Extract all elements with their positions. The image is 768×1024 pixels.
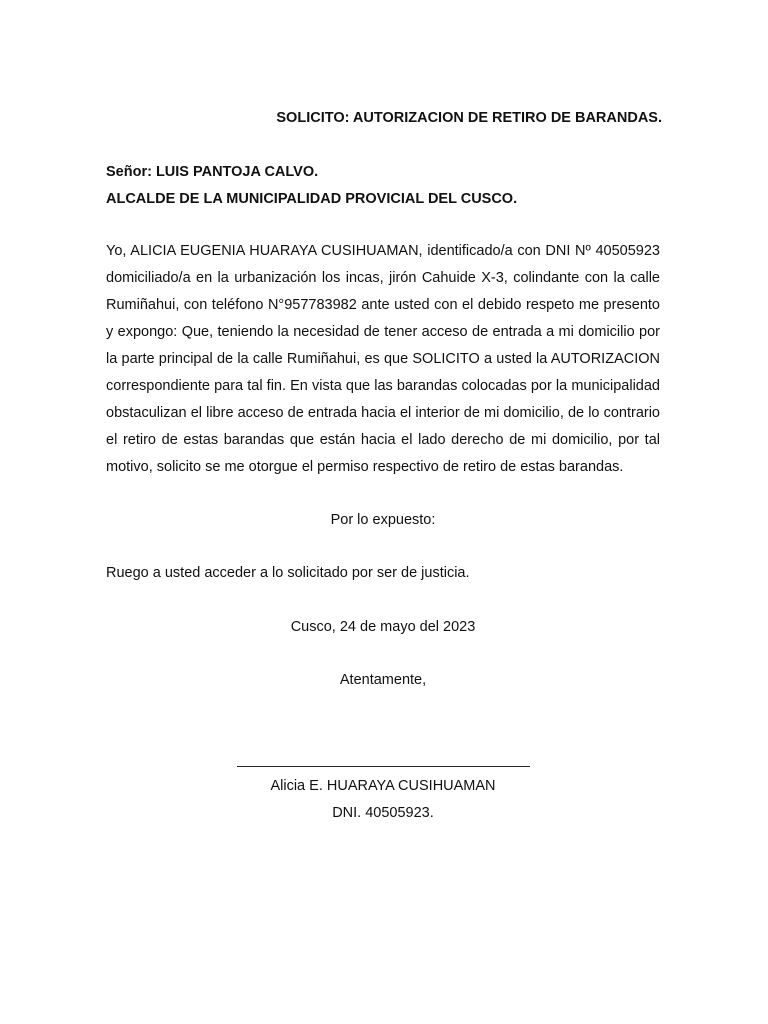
closing-intro: Por lo expuesto: [330, 512, 436, 528]
letter-subject: SOLICITO: AUTORIZACION DE RETIRO DE BARANDAS. [276, 110, 662, 126]
signer-name: Alicia E. HUARAYA CUSIHUAMAN [270, 778, 496, 794]
signer-dni: DNI. 40505923. [332, 805, 434, 821]
signature-line [237, 766, 530, 767]
plea-text: Ruego a usted acceder a lo solicitado por ser de justicia. [106, 565, 470, 581]
farewell: Atentamente, [339, 672, 427, 688]
place-date: Cusco, 24 de mayo del 2023 [290, 619, 476, 635]
letter-body: Yo, ALICIA EUGENIA HUARAYA CUSIHUAMAN, identificado/a con DNI Nº 40505923 domiciliado/a en la urbanización los incas, jirón Cahuide X-3, colindante con la calle Rumiñahui, con teléfono N°957783982 ante usted con el debido respeto me presento y expongo: Que, teniendo la necesidad de tener acceso de entrada a mi domicilio por la parte principal de la calle Rumiñahui, es que SOLICITO a usted la AUTORIZACION correspondiente para tal fin. En vista que las barandas colocadas por la municipalidad obstaculizan el libre acceso de entrada hacia el interior de mi domicilio, de lo contrario el retiro de estas barandas que están hacia el lado derecho de mi domicilio, por tal motivo, solicito se me otorgue el permiso respectivo de retiro de estas barandas. [106, 243, 660, 475]
recipient-name: Señor: LUIS PANTOJA CALVO. [106, 164, 319, 180]
recipient-title: ALCALDE DE LA MUNICIPALIDAD PROVICIAL DEL CUSCO. [106, 191, 518, 207]
